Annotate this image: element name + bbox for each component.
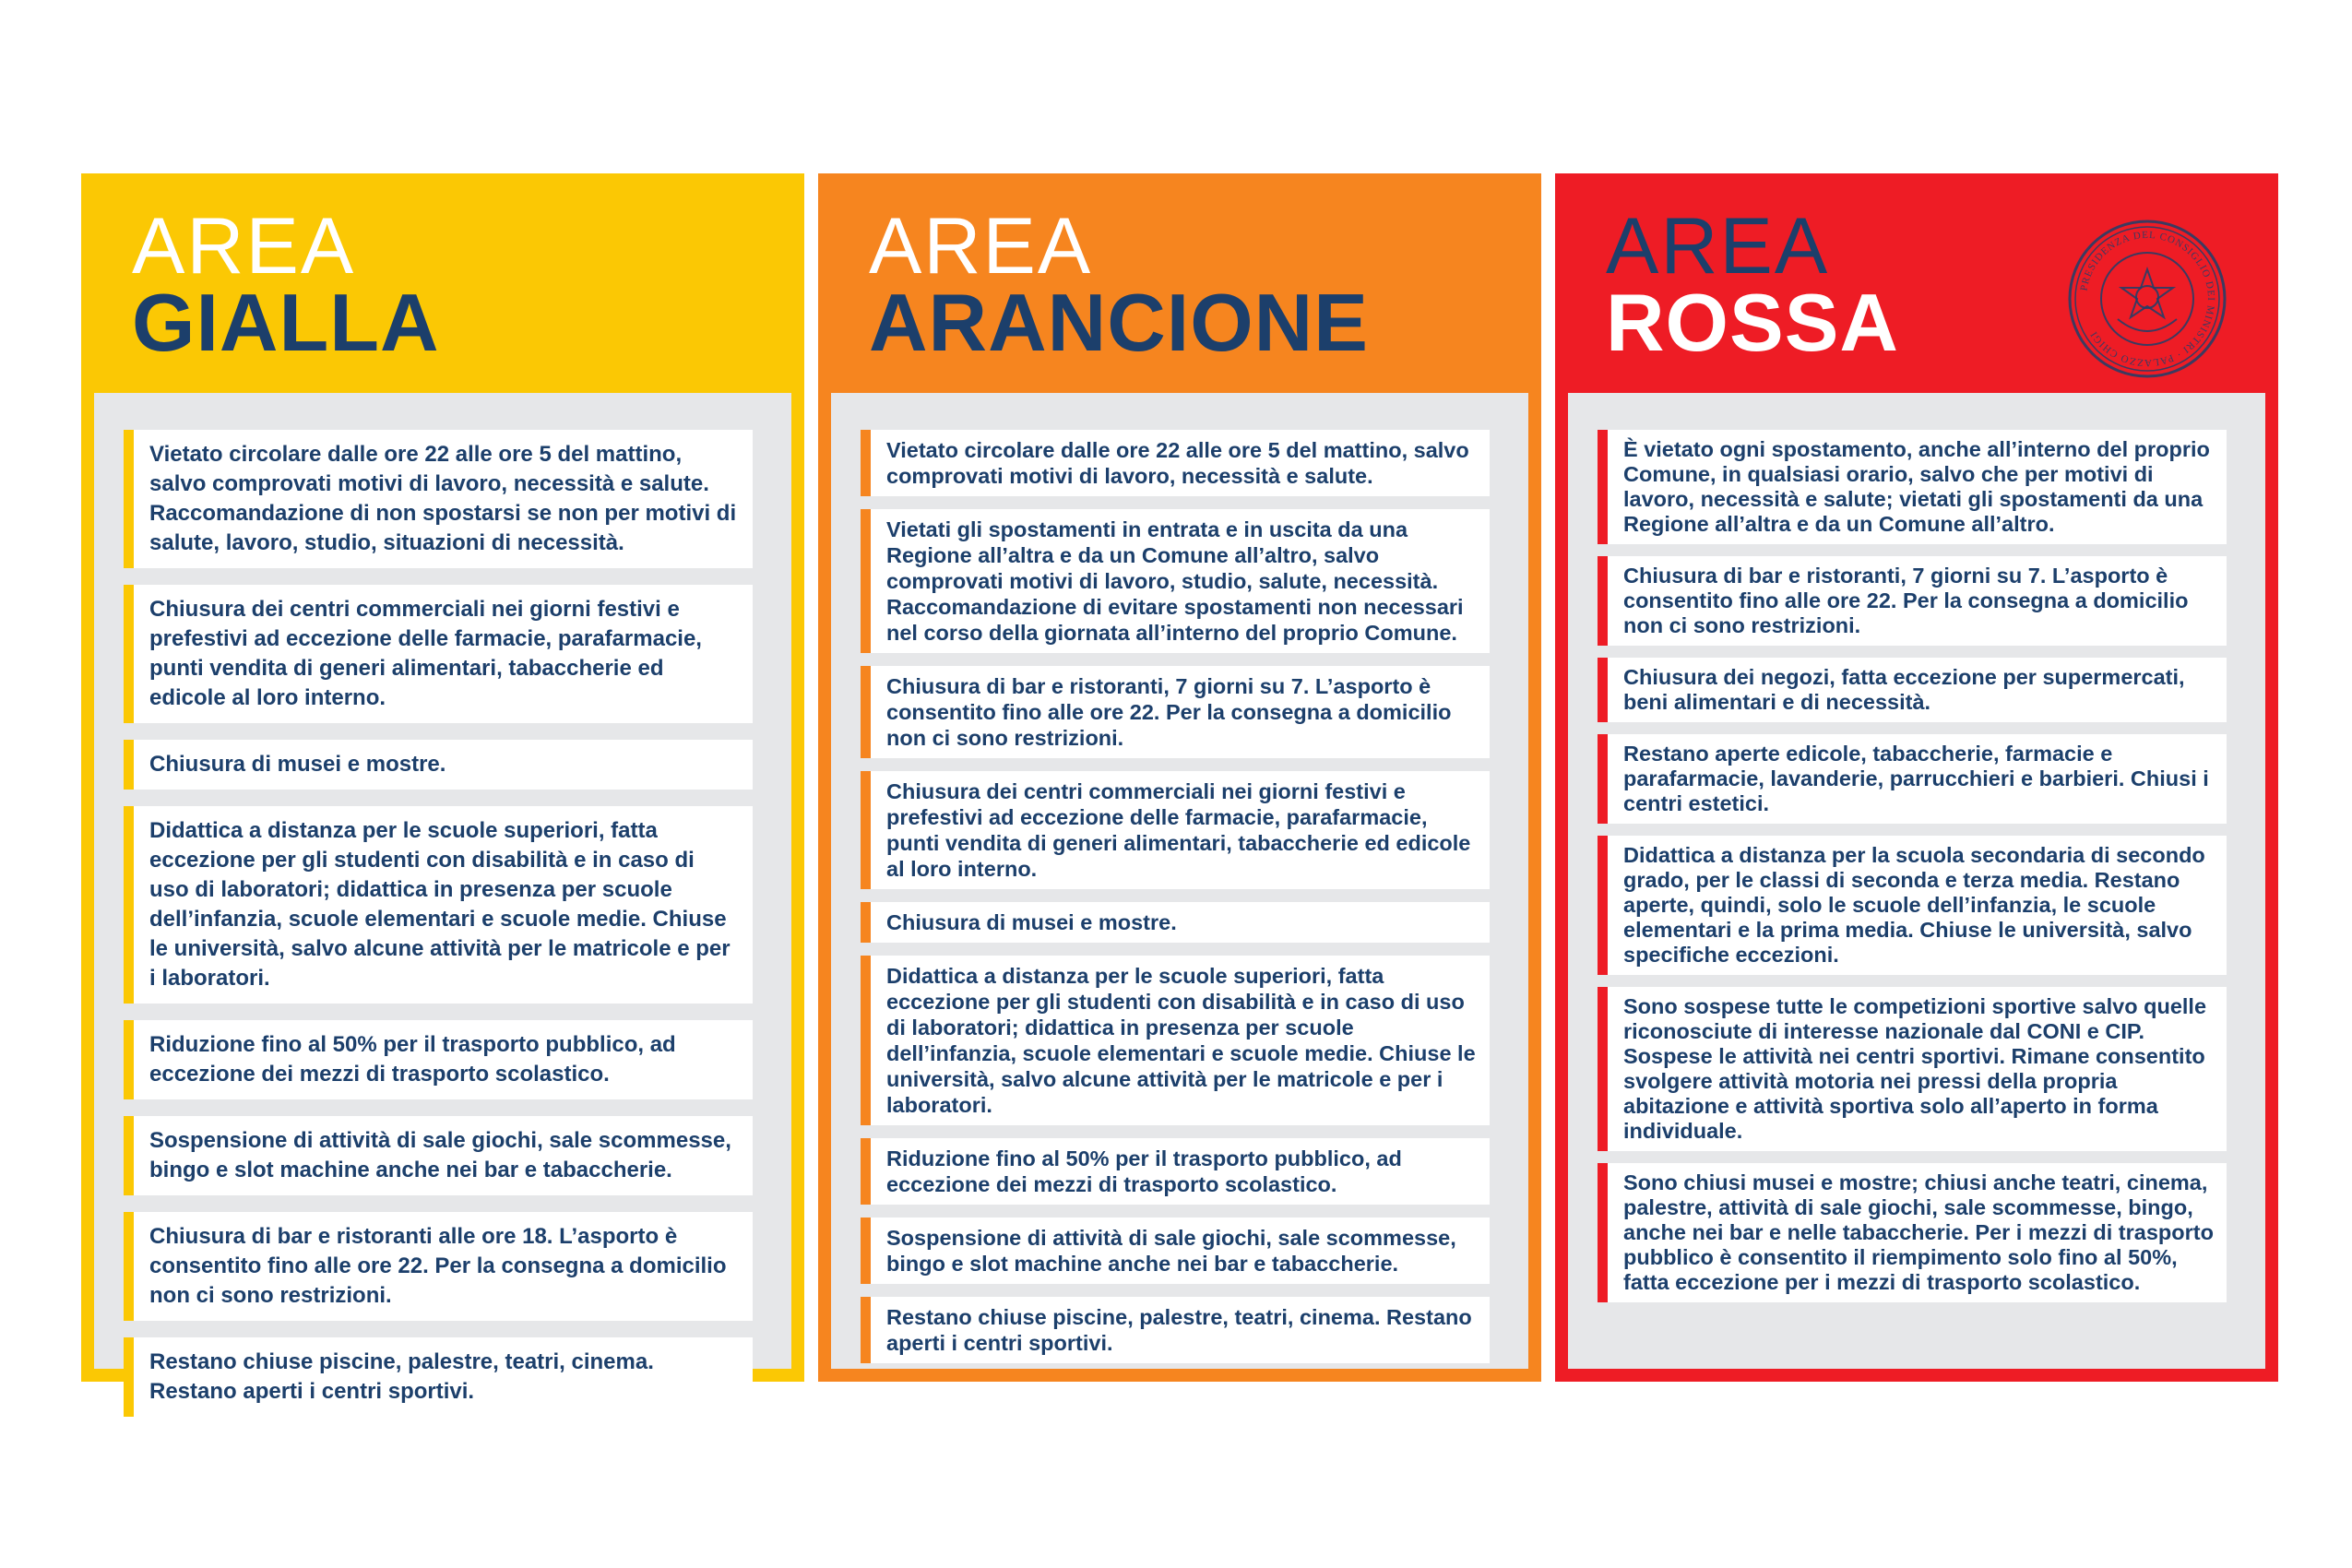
rule-item: Didattica a distanza per la scuola secondaria di secondo grado, per le classi di seconda e terza media. Restano aperte, quindi, solo le scuole dell’infanzia, le scuole elementari e la prima media. Chiuse le università, salvo specifiche eccezioni. bbox=[1598, 836, 2227, 975]
card-title-line1: AREA bbox=[1606, 202, 1830, 291]
card-area-arancione bbox=[818, 173, 1541, 1382]
rules-panel bbox=[1568, 393, 2265, 1369]
rule-item: Restano chiuse piscine, palestre, teatri, cinema. Restano aperti i centri sportivi. bbox=[124, 1337, 753, 1417]
card-title-line1: AREA bbox=[869, 202, 1093, 291]
rule-item: Chiusura di bar e ristoranti, 7 giorni su 7. L’asporto è consentito fino alle ore 22. Per la consegna a domicilio non ci sono restrizioni. bbox=[1598, 556, 2227, 646]
rule-item: Vietati gli spostamenti in entrata e in uscita da una Regione all’altra e da un Comune all’altro, salvo comprovati motivi di lavoro, studio, salute, necessità. Raccomandazione di evitare spostamenti non necessari nel corso della giornata all’interno del proprio Comune. bbox=[861, 509, 1490, 653]
rule-item: Chiusura di bar e ristoranti alle ore 18. L’asporto è consentito fino alle ore 22. Per la consegna a domicilio non ci sono restrizioni. bbox=[124, 1212, 753, 1321]
svg-text:PRESIDENZA DEL CONSIGLIO DEI M: PRESIDENZA DEL CONSIGLIO DEI MINISTRI · PALAZZO CHIGI bbox=[2078, 229, 2217, 369]
card-title-line2: ROSSA bbox=[1606, 277, 1899, 368]
rule-item: Sono chiusi musei e mostre; chiusi anche teatri, cinema, palestre, attività di sale giochi, sale scommesse, bingo, anche nei bar e nelle tabaccherie. Per i mezzi di trasporto pubblico è consentito il riempimento solo fino al 50%, fatta eccezione per i mezzi di trasporto scolastico. bbox=[1598, 1163, 2227, 1302]
rule-item: Chiusura dei centri commerciali nei giorni festivi e prefestivi ad eccezione delle farmacie, parafarmacie, punti vendita di generi alimentari, tabaccherie ed edicole al loro interno. bbox=[124, 585, 753, 723]
rule-item: È vietato ogni spostamento, anche all’interno del proprio Comune, in qualsiasi orario, salvo che per motivi di lavoro, necessità e salute; vietati gli spostamenti da una Regione all’altra e da un Comune all’altro. bbox=[1598, 430, 2227, 544]
rule-item: Chiusura di musei e mostre. bbox=[861, 902, 1490, 943]
card-title-line1: AREA bbox=[132, 202, 356, 291]
card-title-line2: GIALLA bbox=[132, 277, 440, 368]
card-title-line2: ARANCIONE bbox=[869, 277, 1369, 368]
rule-item: Vietato circolare dalle ore 22 alle ore 5 del mattino, salvo comprovati motivi di lavoro, necessità e salute. bbox=[861, 430, 1490, 496]
rules-panel bbox=[831, 393, 1528, 1369]
rule-item: Sono sospese tutte le competizioni sportive salvo quelle riconosciute di interesse nazionale dal CONI e CIP. Sospese le attività nei centri sportivi. Rimane consentito svolgere attività motoria nei pressi della propria abitazione e attività sportiva solo all’aperto in forma individuale. bbox=[1598, 987, 2227, 1151]
government-seal-icon bbox=[2064, 216, 2230, 382]
rule-item: Riduzione fino al 50% per il trasporto pubblico, ad eccezione dei mezzi di trasporto scolastico. bbox=[861, 1138, 1490, 1205]
rule-item: Restano chiuse piscine, palestre, teatri, cinema. Restano aperti i centri sportivi. bbox=[861, 1297, 1490, 1363]
rule-item: Didattica a distanza per le scuole superiori, fatta eccezione per gli studenti con disabilità e in caso di uso di laboratori; didattica in presenza per scuole dell’infanzia, scuole elementari e scuole medie. Chiuse le università, salvo alcune attività per le matricole e per i laboratori. bbox=[861, 956, 1490, 1125]
rule-item: Sospensione di attività di sale giochi, sale scommesse, bingo e slot machine anche nei bar e tabaccherie. bbox=[861, 1218, 1490, 1284]
rule-item: Chiusura di bar e ristoranti, 7 giorni su 7. L’asporto è consentito fino alle ore 22. Per la consegna a domicilio non ci sono restrizioni. bbox=[861, 666, 1490, 758]
rule-item: Chiusura dei centri commerciali nei giorni festivi e prefestivi ad eccezione delle farmacie, parafarmacie, punti vendita di generi alimentari, tabaccherie ed edicole al loro interno. bbox=[861, 771, 1490, 889]
rule-item: Restano aperte edicole, tabaccherie, farmacie e parafarmacie, lavanderie, parrucchieri e barbieri. Chiusi i centri estetici. bbox=[1598, 734, 2227, 824]
rules-panel bbox=[94, 393, 791, 1404]
card-area-gialla bbox=[81, 173, 804, 1404]
rule-item: Vietato circolare dalle ore 22 alle ore 5 del mattino, salvo comprovati motivi di lavoro, necessità e salute. Raccomandazione di non spostarsi se non per motivi di salute, lavoro, studio, situazioni di necessità. bbox=[124, 430, 753, 568]
rule-item: Chiusura di musei e mostre. bbox=[124, 740, 753, 790]
rule-item: Chiusura dei negozi, fatta eccezione per supermercati, beni alimentari e di necessità. bbox=[1598, 658, 2227, 722]
card-area-rossa bbox=[1555, 173, 2278, 1382]
rule-item: Didattica a distanza per le scuole superiori, fatta eccezione per gli studenti con disabilità e in caso di uso di laboratori; didattica in presenza per scuole dell’infanzia, scuole elementari e scuole medie. Chiuse le università, salvo alcune attività per le matricole e per i laboratori. bbox=[124, 806, 753, 1004]
rule-item: Riduzione fino al 50% per il trasporto pubblico, ad eccezione dei mezzi di trasporto scolastico. bbox=[124, 1020, 753, 1099]
rule-item: Sospensione di attività di sale giochi, sale scommesse, bingo e slot machine anche nei bar e tabaccherie. bbox=[124, 1116, 753, 1195]
